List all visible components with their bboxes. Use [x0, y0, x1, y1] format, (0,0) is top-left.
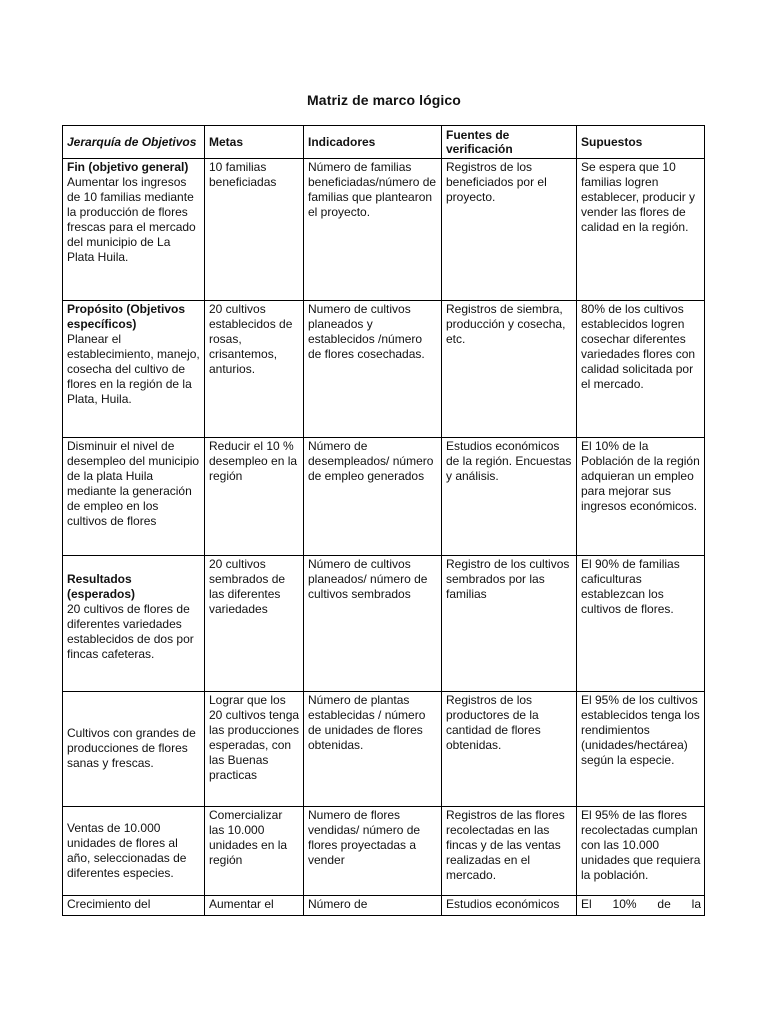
- cell-fuentes-desempleo: Estudios económicos de la región. Encuestas y análisis.: [442, 438, 577, 556]
- logical-framework-table: [62, 125, 705, 916]
- hierarchy-heading-resultados: Resultados (esperados): [67, 572, 136, 601]
- cell-indicadores-cultivos: Número de plantas establecidas / número de unidades de flores obtenidas.: [304, 692, 442, 807]
- table-row-ventas: [63, 807, 705, 896]
- cell-hierarchy-resultados: [63, 556, 205, 692]
- table-row-crecimiento: [63, 896, 705, 916]
- indicadores-text-crecimiento: Número de: [308, 897, 368, 911]
- header-row: [63, 126, 705, 159]
- cell-supuestos-cultivos: El 95% de los cultivos establecidos tenga los rendimientos (unidades/hectárea) según la especie.: [577, 692, 705, 807]
- cell-supuestos-proposito: 80% de los cultivos establecidos logren cosechar diferentes variedades flores con calidad solicitada por el mercado.: [577, 301, 705, 438]
- hierarchy-text-resultados: 20 cultivos de flores de diferentes variedades establecidos de dos por fincas cafeteras.: [67, 602, 194, 661]
- cell-metas-fin: 10 familias beneficiadas: [205, 159, 304, 301]
- table-row-desempleo: [63, 438, 705, 556]
- cell-indicadores-proposito: Numero de cultivos planeados y establecidos /número de flores cosechadas.: [304, 301, 442, 438]
- cell-fuentes-ventas: Registros de las flores recolectadas en las fincas y de las ventas realizadas en el mercado.: [442, 807, 577, 896]
- cell-hierarchy-fin: [63, 159, 205, 301]
- cell-hierarchy-ventas: Ventas de 10.000 unidades de flores al año, seleccionadas de diferentes especies.: [63, 807, 205, 896]
- cell-hierarchy-crecimiento: [63, 896, 205, 916]
- metas-text-crecimiento: Aumentar el: [209, 897, 274, 911]
- hierarchy-spacer-resultados: [67, 557, 201, 572]
- cell-fuentes-resultados: Registro de los cultivos sembrados por las familias: [442, 556, 577, 692]
- cell-indicadores-resultados: Número de cultivos planeados/ número de cultivos sembrados: [304, 556, 442, 692]
- cell-metas-resultados: 20 cultivos sembrados de las diferentes variedades: [205, 556, 304, 692]
- cell-supuestos-desempleo: El 10% de la Población de la región adquieran un empleo para mejorar sus ingresos económicos.: [577, 438, 705, 556]
- cell-hierarchy-cultivos: Cultivos con grandes de producciones de flores sanas y frescas.: [63, 692, 205, 807]
- cell-supuestos-fin: Se espera que 10 familias logren establecer, producir y vender las flores de calidad en la región.: [577, 159, 705, 301]
- cell-indicadores-crecimiento: [304, 896, 442, 916]
- cell-fuentes-fin: Registros de los beneficiados por el proyecto.: [442, 159, 577, 301]
- cell-indicadores-desempleo: Número de desempleados/ número de empleo generados: [304, 438, 442, 556]
- cell-hierarchy-proposito: [63, 301, 205, 438]
- header-supuestos: Supuestos: [577, 126, 705, 159]
- cell-fuentes-cultivos: Registros de los productores de la cantidad de flores obtenidas.: [442, 692, 577, 807]
- header-hierarchy: Jerarquía de Objetivos: [63, 126, 205, 159]
- cell-indicadores-ventas: Numero de flores vendidas/ número de flores proyectadas a vender: [304, 807, 442, 896]
- table-row-proposito: [63, 301, 705, 438]
- table-row-resultados: [63, 556, 705, 692]
- hierarchy-heading-proposito: Propósito (Objetivos específicos): [67, 302, 186, 331]
- hierarchy-text-proposito: Planear el establecimiento, manejo, cosecha del cultivo de flores en la región de la Plata, Huila.: [67, 332, 200, 406]
- cell-metas-desempleo: Reducir el 10 % desempleo en la región: [205, 438, 304, 556]
- hierarchy-text-fin: Aumentar los ingresos de 10 familias mediante la producción de flores frescas para el mercado del municipio de La Plata Huila.: [67, 175, 196, 264]
- header-metas: Metas: [205, 126, 304, 159]
- cell-hierarchy-desempleo: Disminuir el nivel de desempleo del municipio de la plata Huila mediante la generación de empleo en los cultivos de flores: [63, 438, 205, 556]
- table-row-fin: [63, 159, 705, 301]
- cell-metas-cultivos: Lograr que los 20 cultivos tenga las producciones esperadas, con las Buenas practicas: [205, 692, 304, 807]
- cell-supuestos-ventas: El 95% de las flores recolectadas cumplan con las 10.000 unidades que requiera la población.: [577, 807, 705, 896]
- cell-supuestos-resultados: El 90% de familias caficulturas establezcan los cultivos de flores.: [577, 556, 705, 692]
- table-row-cultivos: [63, 692, 705, 807]
- cell-indicadores-fin: Número de familias beneficiadas/número de familias que plantearon el proyecto.: [304, 159, 442, 301]
- supuestos-text-crecimiento: El 10% de la: [581, 897, 701, 911]
- cell-fuentes-crecimiento: [442, 896, 577, 916]
- hierarchy-heading-fin: Fin (objetivo general): [67, 160, 189, 174]
- cell-metas-crecimiento: [205, 896, 304, 916]
- hierarchy-text-crecimiento: Crecimiento del: [67, 897, 151, 911]
- header-indicadores: Indicadores: [304, 126, 442, 159]
- header-fuentes: Fuentes de verificación: [442, 126, 577, 159]
- cell-metas-proposito: 20 cultivos establecidos de rosas, crisantemos, anturios.: [205, 301, 304, 438]
- page-title: Matriz de marco lógico: [307, 92, 461, 108]
- cell-metas-ventas: Comercializar las 10.000 unidades en la región: [205, 807, 304, 896]
- cell-supuestos-crecimiento: [577, 896, 705, 916]
- fuentes-text-crecimiento: Estudios económicos: [446, 897, 560, 911]
- cell-fuentes-proposito: Registros de siembra, producción y cosecha, etc.: [442, 301, 577, 438]
